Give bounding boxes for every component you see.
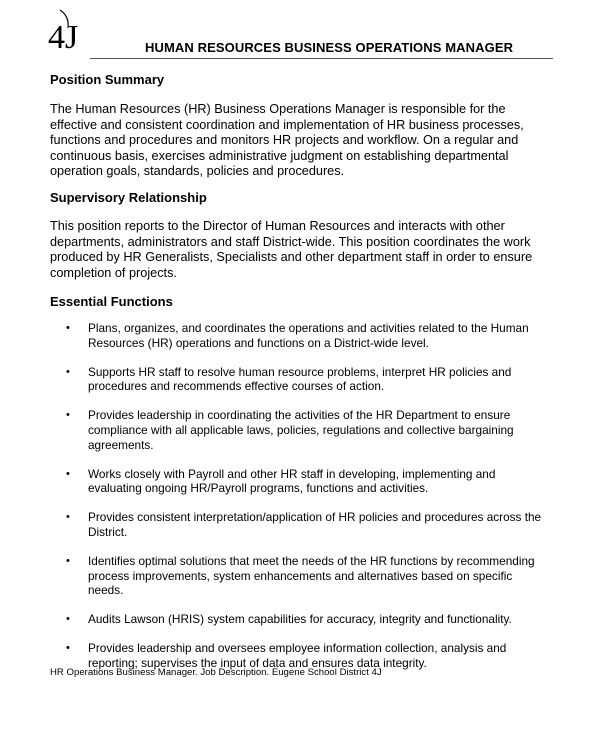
logo-text: 4J [48, 19, 79, 54]
district-logo [40, 6, 88, 54]
supervisory-relationship-text: This position reports to the Director of Human Resources and interacts with other departments, administrators and staff District-wide. This position coordinates the work produced by HR Generalists, Specialists and other department staff in order to ensure completion of projects. [50, 219, 533, 280]
list-item [0, 408, 543, 452]
list-item-text: Plans, organizes, and coordinates the operations and activities related to the Human Resources (HR) operations and functions on a District-wide level. [88, 321, 529, 350]
document-title: HUMAN RESOURCES BUSINESS OPERATIONS MANAGER [145, 40, 514, 55]
bullet-icon: • [66, 467, 70, 480]
title-divider [90, 58, 553, 59]
bullet-icon: • [66, 322, 70, 334]
page-footer: HR Operations Business Manager. Job Description. Eugene School District 4J [50, 667, 382, 678]
list-item-text: Works closely with Payroll and other HR staff in developing, implementing and evaluating ongoing HR/Payroll programs, functions and activities. [88, 466, 496, 496]
bullet-icon: • [66, 613, 70, 626]
list-item-text: Provides leadership in coordinating the activities of the HR Department to ensure compliance with all applicable laws, policies, regulations and collective bargaining agreements. [88, 408, 514, 452]
list-item-text: Provides leadership and oversees employee information collection, analysis and reporting; supervises the input of data and ensures data integrity. [88, 640, 507, 670]
position-summary-heading: Position Summary [50, 72, 165, 87]
district-logo-mark [40, 6, 88, 54]
list-item [0, 321, 543, 351]
list-item [0, 365, 543, 395]
list-item [0, 554, 543, 598]
supervisory-relationship-heading: Supervisory Relationship [50, 190, 207, 205]
essential-functions-heading: Essential Functions [50, 294, 173, 309]
essential-functions-list [0, 321, 600, 685]
position-summary-text: The Human Resources (HR) Business Operations Manager is responsible for the effective and consistent coordination and implementation of HR business processes, functions and procedures and monitors HR projects and workflow. On a regular and continuous basis, exercises administrative judgment on establishing departmental operation goals, standards, policies and procedures. [50, 102, 524, 179]
bullet-icon: • [66, 409, 70, 422]
list-item-text: Identifies optimal solutions that meet the needs of the HR functions by recommending process improvements, system enhancements and alternatives based on specific needs. [88, 553, 535, 598]
bullet-icon: • [66, 641, 70, 654]
bullet-icon: • [66, 365, 70, 378]
list-item [0, 612, 543, 627]
list-item [0, 467, 543, 497]
bullet-icon: • [66, 511, 70, 524]
list-item [0, 510, 543, 540]
list-item-text: Provides consistent interpretation/application of HR policies and procedures across the District. [88, 510, 542, 539]
bullet-icon: • [66, 554, 70, 567]
list-item-text: Audits Lawson (HRIS) system capabilities for accuracy, integrity and functionality. [88, 612, 512, 627]
list-item-text: Supports HR staff to resolve human resource problems, interpret HR policies and procedures and recommends effective courses of action. [88, 364, 512, 394]
